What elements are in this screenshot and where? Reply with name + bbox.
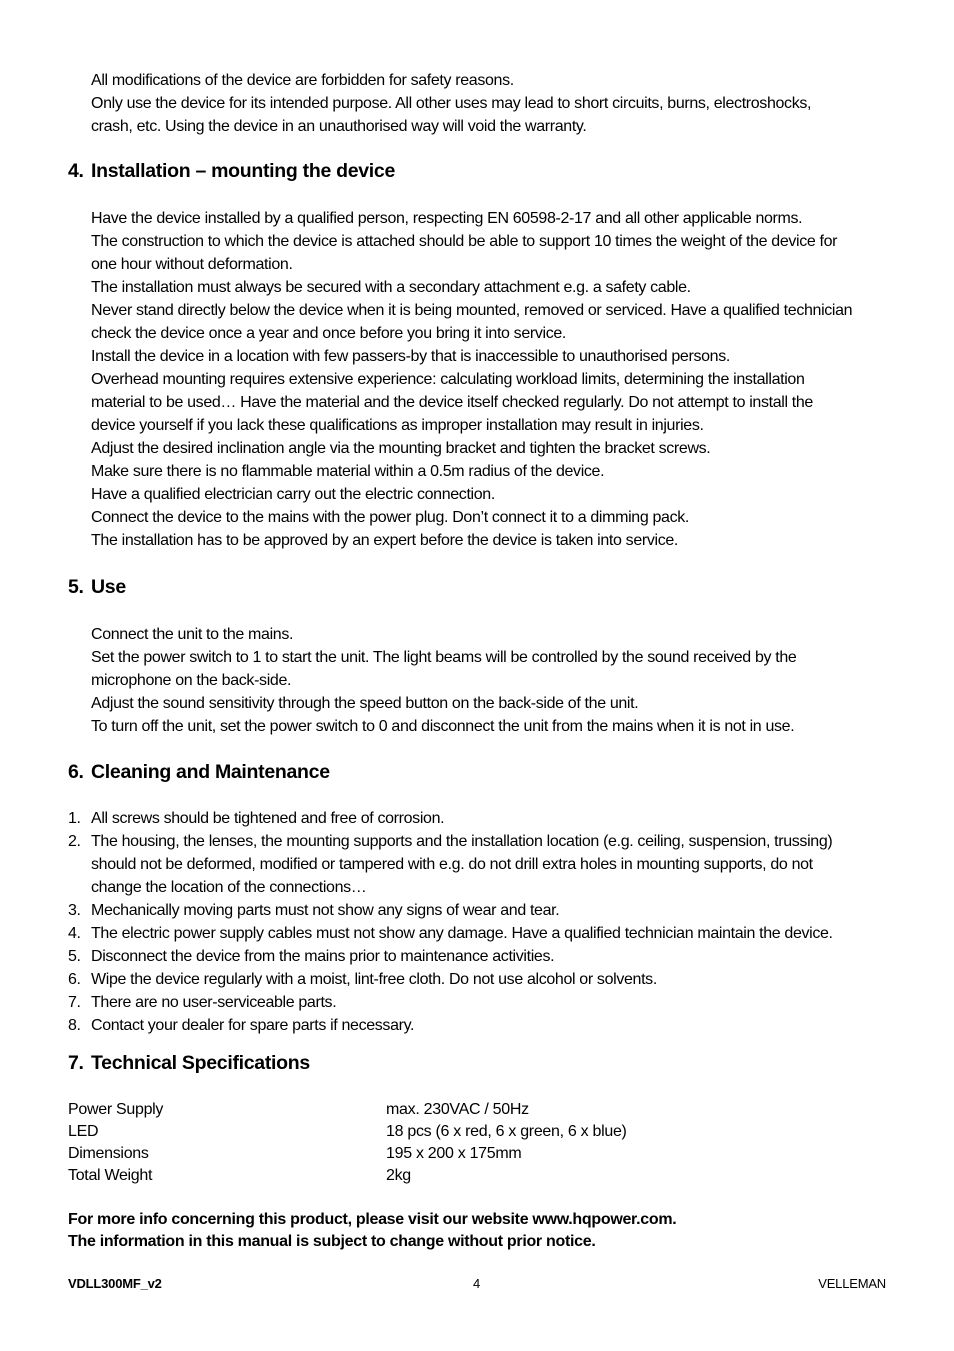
list-item bbox=[68, 807, 888, 830]
list-item-number: 7. bbox=[68, 994, 81, 1011]
section-title: Cleaning and Maintenance bbox=[91, 761, 330, 783]
body-line: Make sure there is no flammable material within a 0.5m radius of the device. bbox=[91, 463, 605, 480]
section-number: 7. bbox=[68, 1052, 84, 1074]
body-line: Have a qualified electrician carry out the electric connection. bbox=[91, 486, 495, 503]
list-item bbox=[68, 899, 888, 922]
body-line: Adjust the sound sensitivity through the speed button on the back-side of the unit. bbox=[91, 695, 639, 712]
list-item-text: Contact your dealer for spare parts if necessary. bbox=[91, 1017, 415, 1034]
spec-label: Dimensions bbox=[68, 1145, 149, 1162]
maintenance-list bbox=[68, 807, 888, 1037]
list-item bbox=[68, 1014, 888, 1037]
section-title: Installation – mounting the device bbox=[91, 160, 396, 182]
list-item bbox=[68, 922, 888, 945]
footer-model: VDLL300MF_v2 bbox=[68, 1276, 162, 1291]
body-line: Never stand directly below the device when it is being mounted, removed or serviced. Have a qualified technician bbox=[91, 302, 853, 319]
body-line: Overhead mounting requires extensive experience: calculating workload limits, determining the installation bbox=[91, 371, 805, 388]
section-4-body bbox=[91, 207, 891, 552]
list-item-text: There are no user-serviceable parts. bbox=[91, 994, 337, 1011]
footer-page-number: 4 bbox=[473, 1276, 481, 1291]
list-item-number: 5. bbox=[68, 948, 81, 965]
list-item-number: 2. bbox=[68, 833, 81, 850]
product-notes bbox=[68, 1209, 676, 1253]
body-line: one hour without deformation. bbox=[91, 256, 293, 273]
specs-table bbox=[68, 1099, 768, 1187]
list-item-text: change the location of the connections… bbox=[91, 879, 367, 896]
body-line: Install the device in a location with few passers-by that is inaccessible to unauthorised persons. bbox=[91, 348, 730, 365]
body-line: Have the device installed by a qualified person, respecting EN 60598-2-17 and all other applicable norms. bbox=[91, 210, 803, 227]
list-item-text: The housing, the lenses, the mounting supports and the installation location (e.g. ceiling, suspension, trussing) bbox=[91, 833, 833, 850]
list-item-number: 8. bbox=[68, 1017, 81, 1034]
spec-value: 195 x 200 x 175mm bbox=[386, 1145, 522, 1162]
intro-line: Only use the device for its intended purpose. All other uses may lead to short circuits, burns, electroshocks, bbox=[91, 95, 812, 112]
list-item bbox=[68, 968, 888, 991]
spec-label: LED bbox=[68, 1123, 99, 1140]
intro-line: crash, etc. Using the device in an unauthorised way will void the warranty. bbox=[91, 118, 587, 135]
body-line: check the device once a year and once before you bring it into service. bbox=[91, 325, 567, 342]
section-title: Technical Specifications bbox=[91, 1052, 310, 1074]
list-item-number: 6. bbox=[68, 971, 81, 988]
list-item-text: Wipe the device regularly with a moist, lint-free cloth. Do not use alcohol or solvents. bbox=[91, 971, 657, 988]
intro-line: All modifications of the device are forbidden for safety reasons. bbox=[91, 72, 514, 89]
list-item-number: 1. bbox=[68, 810, 81, 827]
body-line: The installation has to be approved by an expert before the device is taken into service. bbox=[91, 532, 678, 549]
list-item bbox=[68, 830, 888, 899]
spec-row bbox=[68, 1143, 768, 1165]
section-5-body bbox=[91, 623, 891, 738]
spec-row bbox=[68, 1165, 768, 1187]
body-line: The installation must always be secured with a secondary attachment e.g. a safety cable. bbox=[91, 279, 691, 296]
spec-label: Power Supply bbox=[68, 1101, 164, 1118]
spec-label: Total Weight bbox=[68, 1167, 153, 1184]
spec-value: max. 230VAC / 50Hz bbox=[386, 1101, 529, 1118]
spec-value: 2kg bbox=[386, 1167, 411, 1184]
list-item-text: Mechanically moving parts must not show any signs of wear and tear. bbox=[91, 902, 560, 919]
footer-brand: VELLEMAN bbox=[818, 1276, 886, 1291]
body-line: material to be used… Have the material and the device itself checked regularly. Do not attempt to install the bbox=[91, 394, 813, 411]
section-4-heading bbox=[68, 160, 395, 183]
body-line: Set the power switch to 1 to start the unit. The light beams will be controlled by the sound received by the bbox=[91, 649, 797, 666]
body-line: The construction to which the device is attached should be able to support 10 times the weight of the device for bbox=[91, 233, 838, 250]
body-line: microphone on the back-side. bbox=[91, 672, 292, 689]
body-line: To turn off the unit, set the power switch to 0 and disconnect the unit from the mains when it is not in use. bbox=[91, 718, 795, 735]
list-item-text: should not be deformed, modified or tampered with e.g. do not drill extra holes in mounting supports, do not bbox=[91, 856, 813, 873]
section-title: Use bbox=[91, 576, 126, 598]
list-item bbox=[68, 945, 888, 968]
list-item-text: Disconnect the device from the mains prior to maintenance activities. bbox=[91, 948, 555, 965]
list-item bbox=[68, 991, 888, 1014]
website-note: For more info concerning this product, please visit our website www.hqpower.com. bbox=[68, 1211, 677, 1228]
spec-row bbox=[68, 1121, 768, 1143]
body-line: Adjust the desired inclination angle via the mounting bracket and tighten the bracket screws. bbox=[91, 440, 711, 457]
section-7-heading bbox=[68, 1052, 310, 1075]
section-5-heading bbox=[68, 576, 126, 599]
intro-paragraph bbox=[91, 69, 891, 138]
section-number: 6. bbox=[68, 761, 84, 783]
body-line: Connect the unit to the mains. bbox=[91, 626, 294, 643]
spec-row bbox=[68, 1099, 768, 1121]
list-item-text: The electric power supply cables must not show any damage. Have a qualified technician maintain the device. bbox=[91, 925, 833, 942]
list-item-number: 3. bbox=[68, 902, 81, 919]
section-number: 4. bbox=[68, 160, 84, 182]
body-line: Connect the device to the mains with the power plug. Don’t connect it to a dimming pack. bbox=[91, 509, 689, 526]
spec-value: 18 pcs (6 x red, 6 x green, 6 x blue) bbox=[386, 1123, 627, 1140]
section-number: 5. bbox=[68, 576, 84, 598]
list-item-number: 4. bbox=[68, 925, 81, 942]
list-item-text: All screws should be tightened and free of corrosion. bbox=[91, 810, 445, 827]
change-notice: The information in this manual is subject to change without prior notice. bbox=[68, 1233, 596, 1250]
section-6-heading bbox=[68, 761, 330, 784]
body-line: device yourself if you lack these qualifications as improper installation may result in injuries. bbox=[91, 417, 704, 434]
